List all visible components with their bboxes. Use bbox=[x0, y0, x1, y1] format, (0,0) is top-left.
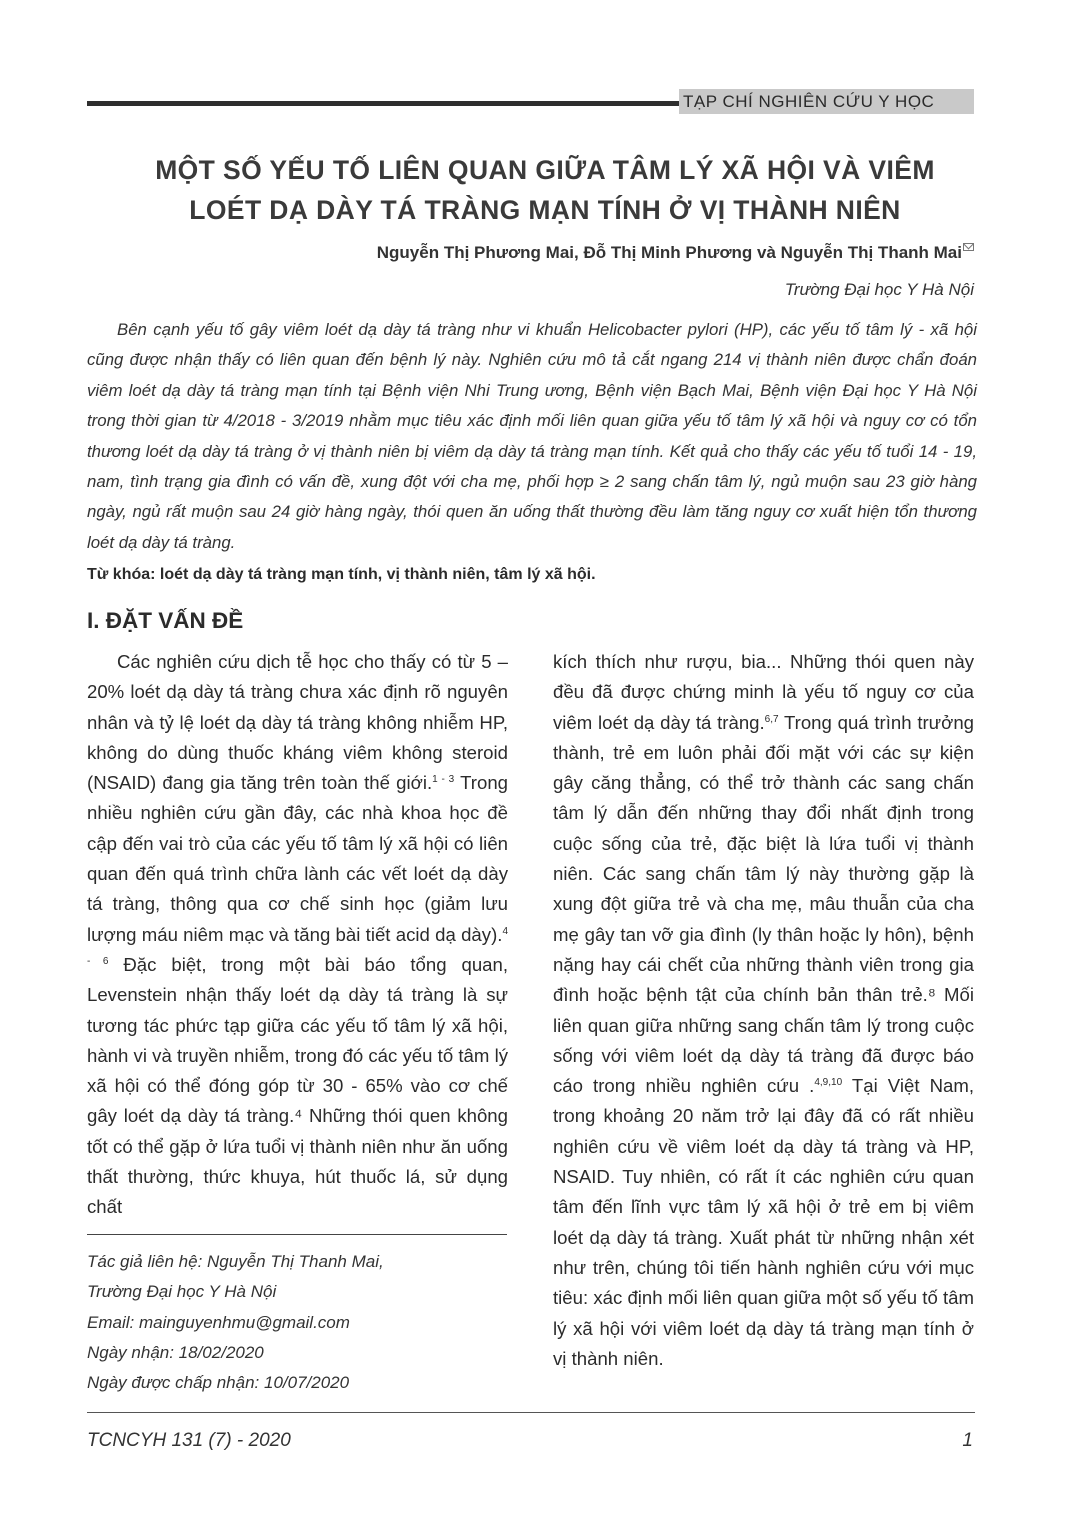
footer-rule bbox=[87, 1412, 975, 1413]
keywords: Từ khóa: loét dạ dày tá tràng mạn tính, vị thành niên, tâm lý xã hội. bbox=[87, 566, 596, 583]
section-heading: I. ĐẶT VẤN ĐỀ bbox=[87, 608, 244, 633]
citation-ref: 6,7 bbox=[764, 713, 779, 725]
contact-institution: Trường Đại học Y Hà Nội bbox=[87, 1282, 277, 1302]
citation-ref: 4 - 6 bbox=[87, 925, 508, 967]
page-number: 1 bbox=[962, 1430, 973, 1451]
author-list bbox=[377, 243, 974, 263]
header-rule bbox=[87, 101, 679, 106]
title-line-2: LOÉT DẠ DÀY TÁ TRÀNG MẠN TÍNH Ở VỊ THÀNH NIÊN bbox=[189, 195, 901, 225]
contact-email: Email: mainguyenhmu@gmail.com bbox=[87, 1312, 350, 1332]
body-text: Các nghiên cứu dịch tễ học cho thấy có từ 5 – 20% loét dạ dày tá tràng chưa xác định rõ nguyên nhân và tỷ lệ loét dạ dày tá tràng không nhiễm HP, không do dùng thuốc kháng viêm không steroid (NSAID) đang gia tăng trên toàn thế giới. bbox=[87, 651, 508, 794]
body-text: kích thích như rượu, bia... Những thói quen này đều đã được chứng minh là yếu tố nguy cơ của viêm loét dạ dày tá tràng. bbox=[553, 651, 974, 733]
authors-text: Nguyễn Thị Phương Mai, Đỗ Thị Minh Phương và Nguyễn Thị Thanh Mai bbox=[376, 243, 962, 262]
abstract: Bên cạnh yếu tố gây viêm loét dạ dày tá tràng như vi khuẩn Helicobacter pylori (HP), các yếu tố tâm lý - xã hội cũng được nhận thấy có liên quan đến bệnh lý này. Nghiên cứu mô tả cắt ngang 214 vị thành niên được chẩn đoán viêm loét dạ dày tá tràng mạn tính tại Bệnh viện Nhi Trung ương, Bệnh viện Bạch Mai, Bệnh viện Đại học Y Hà Nội trong thời gian từ 4/2018 - 3/2019 nhằm mục tiêu xác định mối liên quan giữa yếu tố tâm lý xã hội và nguy cơ có tổn thương loét dạ dày tá tràng ở vị thành niên bị viêm dạ dày tá tràng mạn tính. Kết quả cho thấy các yếu tố tuổi 14 - 19, nam, tình trạng gia đình có vấn đề, xung đột với cha mẹ, phối hợp ≥ 2 sang chấn tâm lý, ngủ muộn sau 23 giờ hàng ngày, ngủ rất muộn sau 24 giờ hàng ngày, thói quen ăn uống thất thường đều làm tăng nguy cơ xuất hiện tổn thương loét dạ dày tá tràng. bbox=[87, 320, 977, 552]
body-column-left bbox=[87, 647, 508, 1223]
footnote-rule bbox=[87, 1234, 507, 1235]
article-title bbox=[60, 150, 1030, 230]
title-line-1: MỘT SỐ YẾU TỐ LIÊN QUAN GIỮA TÂM LÝ XÃ HỘI VÀ VIÊM bbox=[155, 155, 935, 185]
citation-ref: 4,9,10 bbox=[814, 1077, 843, 1089]
envelope-icon bbox=[963, 243, 974, 251]
body-column-right bbox=[553, 647, 974, 1374]
affiliation: Trường Đại học Y Hà Nội bbox=[784, 280, 974, 299]
accepted-date: Ngày được chấp nhận: 10/07/2020 bbox=[87, 1373, 350, 1393]
contact-author: Tác giả liên hệ: Nguyễn Thị Thanh Mai, bbox=[87, 1252, 384, 1271]
received-date: Ngày nhận: 18/02/2020 bbox=[87, 1342, 264, 1362]
journal-name: TẠP CHÍ NGHIÊN CỨU Y HỌC bbox=[679, 89, 974, 114]
citation-ref: 1 - 3 bbox=[432, 774, 455, 786]
body-text: Trong nhiều nghiên cứu gần đây, các nhà khoa học đề cập đến vai trò của các yếu tố tâm lý xã hội có liên quan đến quá trình chữa lành các vết loét dạ dày tá tràng, thông qua cơ chế sinh học (giảm lưu lượng máu niêm mạc và tăng bài tiết acid dạ dày). bbox=[87, 772, 508, 945]
body-text: Tại Việt Nam, trong khoảng 20 năm trở lại đây đã có rất nhiều nghiên cứu về viêm loét dạ dày tá tràng và HP, NSAID. Tuy nhiên, có rất ít các nghiên cứu quan tâm đến lĩnh vực tâm lý xã hội ở trẻ em bị viêm loét dạ dày tá tràng. Xuất phát từ những nhận xét như trên, chúng tôi tiến hành nghiên cứu với mục tiêu: xác định mối liên quan giữa một số yếu tố tâm lý xã hội với viêm loét dạ dày tá tràng mạn tính ở vị thành niên. bbox=[553, 1075, 974, 1369]
body-text: Đặc biệt, trong một bài báo tổng quan, Levenstein nhận thấy loét dạ dày tá tràng là sự tương tác phức tạp giữa các yếu tố tâm lý xã hội, hành vi và truyền nhiễm, trong đó các yếu tố tâm lý xã hội có thể đóng góp từ 30 - 65% vào cơ chế gây loét dạ dày tá tràng.⁴ Những thói quen không tốt có thể gặp ở lứa tuổi vị thành niên như ăn uống thất thường, thức khuya, hút thuốc lá, sử dụng chất bbox=[87, 953, 509, 1218]
correspondence-footnote bbox=[87, 1247, 384, 1398]
footer-citation: TCNCYH 131 (7) - 2020 bbox=[87, 1430, 291, 1451]
body-text: Trong quá trình trưởng thành, trẻ em luôn phải đối mặt với các sự kiện gây căng thẳng, có thể trở thành các sang chấn tâm lý dẫn đến những thay đổi nhất định trong cuộc sống của trẻ, đặc biệt là lứa tuổi vị thành niên. Các sang chấn tâm lý này thường gặp là xung đột giữa trẻ và cha mẹ, mâu thuẫn của cha mẹ gây tan vỡ gia đình (ly thân hoặc ly hôn), bệnh nặng hay cái chết của những thành viên trong gia đình hoặc bệnh tật của chính bản thân trẻ.⁸ Mối liên quan giữa những sang chấn tâm lý trong cuộc sống với viêm loét dạ dày tá tràng đã được báo cáo trong nhiều nghiên cứu . bbox=[553, 711, 975, 1097]
